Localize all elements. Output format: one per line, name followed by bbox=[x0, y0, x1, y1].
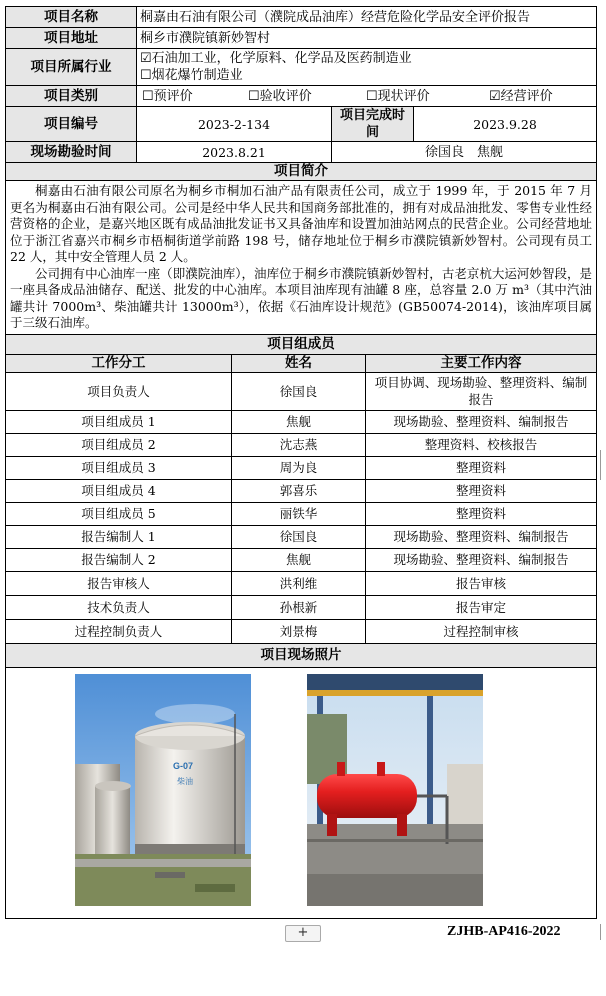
team-role: 项目组成员 2 bbox=[6, 433, 232, 456]
team-member-name: 刘景梅 bbox=[232, 619, 366, 643]
project-name: 桐嘉由石油有限公司（濮院成品油库）经营危险化学品安全评价报告 bbox=[137, 7, 597, 28]
team-role: 报告审核人 bbox=[6, 571, 232, 595]
oil-tank-photo bbox=[75, 674, 251, 906]
table-row bbox=[6, 372, 597, 410]
document-code: ZJHB-AP416-2022 bbox=[447, 924, 561, 939]
tank-content-label: 柴油 bbox=[177, 776, 193, 786]
table-row bbox=[6, 525, 597, 548]
project-address: 桐乡市濮院镇新妙智村 bbox=[137, 28, 597, 49]
team-work: 整理资料 bbox=[366, 479, 597, 502]
category-label: 项目类别 bbox=[6, 86, 137, 107]
survey-time-label: 现场勘验时间 bbox=[6, 142, 137, 163]
page-edge-marker bbox=[600, 924, 606, 940]
team-member-name: 孙根新 bbox=[232, 595, 366, 619]
category-operation: ☑经营评价 bbox=[489, 88, 553, 104]
category-status: ☐现状评价 bbox=[366, 88, 430, 104]
project-number-label: 项目编号 bbox=[6, 107, 137, 142]
info-table bbox=[5, 6, 597, 335]
team-work: 现场勘验、整理资料、编制报告 bbox=[366, 548, 597, 571]
team-member-name: 洪利维 bbox=[232, 571, 366, 595]
team-work: 整理资料 bbox=[366, 456, 597, 479]
project-name-label: 项目名称 bbox=[6, 7, 137, 28]
photos-title: 项目现场照片 bbox=[6, 643, 597, 667]
team-work: 报告审定 bbox=[366, 595, 597, 619]
table-row bbox=[6, 479, 597, 502]
team-table bbox=[5, 334, 597, 919]
team-work: 现场勘验、整理资料、编制报告 bbox=[366, 410, 597, 433]
team-member-name: 丽铁华 bbox=[232, 502, 366, 525]
industry-label: 项目所属行业 bbox=[6, 49, 137, 86]
table-row bbox=[6, 410, 597, 433]
team-work: 整理资料、校核报告 bbox=[366, 433, 597, 456]
category-acceptance: ☐验收评价 bbox=[248, 88, 312, 104]
team-header-name: 姓名 bbox=[232, 354, 366, 372]
fire-tank-photo bbox=[307, 674, 483, 906]
team-work: 项目协调、现场勘验、整理资料、编制报告 bbox=[366, 372, 597, 410]
completion-date: 2023.9.28 bbox=[414, 107, 597, 142]
intro-title: 项目简介 bbox=[6, 163, 597, 181]
team-role: 项目组成员 5 bbox=[6, 502, 232, 525]
table-row bbox=[6, 548, 597, 571]
team-work: 过程控制审核 bbox=[366, 619, 597, 643]
table-row bbox=[6, 502, 597, 525]
table-row bbox=[6, 433, 597, 456]
team-role: 报告编制人 2 bbox=[6, 548, 232, 571]
intro-body bbox=[6, 181, 597, 335]
page-edge-marker bbox=[600, 450, 606, 480]
table-row bbox=[6, 595, 597, 619]
table-row bbox=[6, 571, 597, 595]
team-work: 整理资料 bbox=[366, 502, 597, 525]
team-member-name: 徐国良 bbox=[232, 372, 366, 410]
team-role: 过程控制负责人 bbox=[6, 619, 232, 643]
photos-cell bbox=[6, 667, 597, 918]
team-role: 报告编制人 1 bbox=[6, 525, 232, 548]
team-work: 报告审核 bbox=[366, 571, 597, 595]
intro-paragraph-1: 桐嘉由石油有限公司原名为桐乡市桐加石油产品有限责任公司，成立于 1999 年，于 2015 年 7 月更名为桐嘉由石油有限公司。公司是经中华人民共和国商务部批准的，拥有对成品油批发、零售专业性经营资格的企业，是嘉兴地区既有成品油批发证书又具备油库和设置加油站网点的民营企业。公司经营地址位于浙江省嘉兴市桐乡市梧桐街道学前路 198 号，储存地址位于桐乡市濮院镇新妙智村。公司现有员工 22 人，其中安全管理人员 2 人。 bbox=[10, 183, 593, 264]
team-member-name: 焦舰 bbox=[232, 548, 366, 571]
team-role: 项目组成员 1 bbox=[6, 410, 232, 433]
tank-number-label: G-07 bbox=[173, 760, 194, 771]
team-member-name: 徐国良 bbox=[232, 525, 366, 548]
team-header-role: 工作分工 bbox=[6, 354, 232, 372]
team-title: 项目组成员 bbox=[6, 334, 597, 354]
category-pre-evaluation: ☐预评价 bbox=[142, 88, 193, 104]
team-header-work: 主要工作内容 bbox=[366, 354, 597, 372]
team-member-name: 郭喜乐 bbox=[232, 479, 366, 502]
completion-label: 项目完成时间 bbox=[332, 107, 414, 142]
project-number: 2023-2-134 bbox=[137, 107, 332, 142]
industry-option-petroleum: ☑石油加工业，化学原料、化学品及医药制造业 bbox=[140, 51, 412, 66]
add-page-button[interactable]: + bbox=[285, 925, 321, 942]
team-member-name: 焦舰 bbox=[232, 410, 366, 433]
team-role: 项目组成员 4 bbox=[6, 479, 232, 502]
team-member-name: 周为良 bbox=[232, 456, 366, 479]
report-sheet bbox=[5, 6, 596, 919]
team-role: 项目负责人 bbox=[6, 372, 232, 410]
table-row bbox=[6, 619, 597, 643]
intro-paragraph-2: 公司拥有中心油库一座（即濮院油库），油库位于桐乡市濮院镇新妙智村，古老京杭大运河妙智段，是一座具备成品油储存、配送、批发的中心油库。本项目油库现有油罐 8 座，总容量 2.0 万 m³（其中汽油罐共计 7000m³、柴油罐共计 13000m³），依据《石油库设计规范》(GB50074-2014)，该油库项目属于三级石油库。 bbox=[10, 265, 593, 330]
table-row bbox=[6, 456, 597, 479]
industry-option-fireworks: ☐烟花爆竹制造业 bbox=[140, 68, 243, 83]
address-label: 项目地址 bbox=[6, 28, 137, 49]
team-role: 项目组成员 3 bbox=[6, 456, 232, 479]
team-member-name: 沈志燕 bbox=[232, 433, 366, 456]
survey-people: 徐国良 焦舰 bbox=[332, 142, 597, 163]
survey-date: 2023.8.21 bbox=[137, 142, 332, 163]
team-work: 现场勘验、整理资料、编制报告 bbox=[366, 525, 597, 548]
team-role: 技术负责人 bbox=[6, 595, 232, 619]
